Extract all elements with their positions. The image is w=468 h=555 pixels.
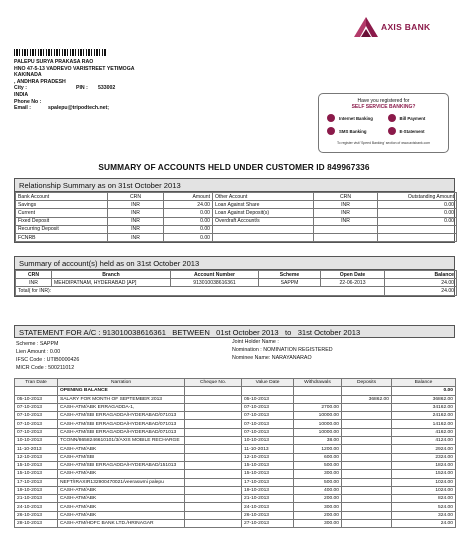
table-cell: 14162.00 [392, 420, 456, 428]
email-value: spalepu@tripodtech.net; [48, 105, 109, 112]
table-cell: 24-10-2013 [242, 503, 294, 511]
transactions-table [14, 378, 456, 528]
table-cell [342, 470, 392, 478]
table-cell: 2924.00 [392, 445, 456, 453]
address-line: PALEPU SURYA PRAKASA RAO [14, 59, 94, 65]
table-cell: 24.00 [385, 279, 457, 287]
table-cell: 26-10-2013 [15, 511, 58, 519]
column-header: Bank Account [16, 193, 108, 201]
table-cell [342, 478, 392, 486]
customer-address [14, 59, 135, 112]
table-cell: FCNRB [16, 233, 108, 241]
table-cell: INR [108, 225, 164, 233]
table-cell: CASH-ATM/SBI ERRAGADDA/HYDERABAD/151013 [58, 461, 185, 469]
table-cell: SAPPM [259, 279, 321, 287]
opening-balance-value: 0.00 [392, 387, 456, 395]
table-row [16, 217, 457, 225]
table-cell [15, 387, 58, 395]
country: INDIA [14, 91, 29, 98]
axis-bank-logo [354, 16, 454, 38]
table-cell [185, 511, 242, 519]
table-row [16, 225, 457, 233]
table-cell [185, 470, 242, 478]
table-cell: 824.00 [392, 495, 456, 503]
column-header: Deposits [342, 379, 392, 387]
column-header: Cheque No. [185, 379, 242, 387]
table-cell: Current [16, 209, 108, 217]
table-cell: TCONN/8658246610101/3/AXIS MOBILE RECHARGE [58, 437, 185, 445]
table-cell: 400.00 [294, 486, 342, 494]
table-cell [185, 495, 242, 503]
opening-balance-row [15, 387, 456, 395]
column-header: Amount [164, 193, 213, 201]
table-cell: 26-10-2013 [242, 511, 294, 519]
total-value: 24.00 [385, 287, 457, 295]
table-cell [342, 511, 392, 519]
address-line: HNO 47-5-13 VADREVO VARISTREET YETIMOGA [14, 65, 135, 72]
table-cell [342, 520, 392, 528]
total-label: Total( for INR): [16, 287, 385, 295]
table-cell [213, 225, 314, 233]
table-cell: 1024.00 [392, 486, 456, 494]
promo-line1: Have you registered for [357, 98, 410, 104]
table-cell: 10000.00 [294, 428, 342, 436]
table-cell [342, 453, 392, 461]
table-cell: 12-10-2013 [15, 453, 58, 461]
table-cell [185, 520, 242, 528]
table-cell: 27-10-2013 [242, 520, 294, 528]
transaction-row [15, 453, 456, 461]
barcode [14, 49, 106, 56]
table-cell: 0.00 [164, 233, 213, 241]
bank-name: AXIS BANK [381, 22, 431, 32]
accounts-table [15, 270, 457, 296]
table-cell: CASH-ATM/ABK [58, 486, 185, 494]
column-header: Other Account [213, 193, 314, 201]
table-cell: 15-10-2013 [242, 470, 294, 478]
column-header: CRN [16, 271, 52, 279]
promo-footer: To register visit 'Speed Banking' section of www.axisbank.com [336, 141, 431, 145]
statement-prefix: STATEMENT FOR A/C : [19, 328, 101, 337]
relationship-heading: Relationship Summary as on 31st October 2013 [15, 179, 454, 192]
table-cell: 524.00 [392, 503, 456, 511]
table-cell [185, 453, 242, 461]
table-cell [213, 233, 314, 241]
accounts-summary [14, 256, 455, 297]
table-cell: 11-10-2013 [242, 445, 294, 453]
table-cell [185, 461, 242, 469]
column-header: Balance [392, 379, 456, 387]
pin-value: 533002 [98, 85, 116, 92]
lien-amount: Lien Amount : 0.00 [16, 349, 61, 355]
table-cell: CASH-ATM/ABK [58, 470, 185, 478]
table-cell [185, 403, 242, 411]
ifsc-code: IFSC Code : UTIB0000426 [16, 357, 80, 363]
table-cell: 200.00 [294, 495, 342, 503]
table-header-row [16, 193, 457, 201]
table-cell: INR [108, 201, 164, 209]
transaction-row [15, 511, 456, 519]
table-cell: CASH-ATM/SBI [58, 453, 185, 461]
table-cell: CASH-ATM/HDFC BANK LTD./HRINAGAR [58, 520, 185, 528]
table-cell: 07-10-2013 [242, 412, 294, 420]
table-cell: NEFT/IRAXIR132900470021/veeraswmi palepu [58, 478, 185, 486]
table-cell [294, 387, 342, 395]
table-cell [342, 461, 392, 469]
promo-item-label: SMS Banking [339, 128, 367, 134]
table-cell: 21-10-2013 [15, 495, 58, 503]
transaction-row [15, 486, 456, 494]
transaction-row [15, 470, 456, 478]
table-cell: 24-10-2013 [15, 503, 58, 511]
page-title: SUMMARY OF ACCOUNTS HELD UNDER CUSTOMER ID 849967336 [98, 162, 370, 172]
relationship-summary [14, 178, 455, 243]
transaction-row [15, 445, 456, 453]
column-header: Narration [58, 379, 185, 387]
table-cell: CASH-ATM/ABK [58, 445, 185, 453]
table-cell: 24162.00 [392, 412, 456, 420]
table-cell: 21-10-2013 [242, 495, 294, 503]
transaction-row [15, 428, 456, 436]
table-cell: 07-10-2013 [242, 403, 294, 411]
table-cell: 1824.00 [392, 461, 456, 469]
column-header: Withdrawals [294, 379, 342, 387]
promo-title [319, 98, 448, 110]
table-cell: 200.00 [294, 511, 342, 519]
table-cell: 0.00 [164, 209, 213, 217]
table-cell: 324.00 [392, 511, 456, 519]
promo-item [388, 114, 449, 122]
table-cell: 0.00 [378, 201, 457, 209]
table-cell: CASH-ATM/ABK ERRAGADDA-1, [58, 403, 185, 411]
transaction-row [15, 437, 456, 445]
table-cell [378, 233, 457, 241]
statement-from: 01st October 2013 [216, 328, 279, 337]
axis-logo-icon [354, 17, 378, 37]
promo-item-label: Bill Payment [399, 115, 426, 121]
transaction-row [15, 461, 456, 469]
promo-line2: SELF SERVICE BANKING? [351, 104, 416, 110]
table-cell: 07-10-2013 [15, 412, 58, 420]
table-cell: CASH-ATM/SBI ERRAGADDA/HYDERABAD/071013 [58, 428, 185, 436]
nomination: Nomination : NOMINATION REGISTERED [232, 347, 333, 353]
table-cell: MEHDIPATNAM, HYDERABAD [AP] [52, 279, 171, 287]
transaction-row [15, 395, 456, 403]
table-cell [185, 395, 242, 403]
table-cell: 1200.00 [294, 445, 342, 453]
table-cell: SALARY FOR MONTH OF SEPTEMBER 2013 [58, 395, 185, 403]
table-cell [185, 486, 242, 494]
column-header: CRN [314, 193, 378, 201]
table-cell: INR [108, 209, 164, 217]
column-header: Open Date [321, 271, 385, 279]
table-cell: 2324.00 [392, 453, 456, 461]
table-cell: 4162.00 [392, 428, 456, 436]
table-cell: 17-10-2013 [242, 478, 294, 486]
address-line: , ANDHRA PRADESH [14, 78, 66, 85]
table-cell: 0.00 [378, 217, 457, 225]
statement-meta [14, 338, 455, 378]
column-header: Scheme [259, 271, 321, 279]
table-cell: 34162.00 [392, 403, 456, 411]
table-row [16, 209, 457, 217]
table-cell [314, 225, 378, 233]
column-header: Outstanding Amount [378, 193, 457, 201]
scheme: Scheme : SAPPM [16, 341, 59, 347]
column-header: CRN [108, 193, 164, 201]
table-cell: CASH-ATM/ABK [58, 503, 185, 511]
statement-heading [14, 325, 455, 338]
table-cell [342, 403, 392, 411]
column-header: Account Number [171, 271, 259, 279]
account-statement [14, 325, 455, 528]
transaction-row [15, 478, 456, 486]
table-cell: Loan Against Share [213, 201, 314, 209]
table-cell: 500.00 [294, 461, 342, 469]
total-row [16, 287, 457, 295]
table-cell: 300.00 [294, 520, 342, 528]
statement-account: 913010038616361 [102, 328, 166, 337]
table-cell: 300.00 [294, 503, 342, 511]
table-cell: 10-10-2013 [242, 437, 294, 445]
table-cell [185, 478, 242, 486]
accounts-heading: Summary of account(s) held as on 31st October 2013 [15, 257, 454, 270]
table-cell: 300.00 [294, 470, 342, 478]
self-service-promo [318, 93, 449, 153]
transaction-row [15, 495, 456, 503]
table-cell: 0.00 [164, 225, 213, 233]
table-cell: 500.00 [294, 478, 342, 486]
joint-holder: Joint Holder Name : [232, 339, 279, 345]
table-cell [342, 495, 392, 503]
table-cell: INR [108, 217, 164, 225]
table-cell: 1524.00 [392, 470, 456, 478]
table-cell: 19-10-2013 [242, 486, 294, 494]
promo-item-label: Internet Banking [339, 115, 373, 121]
table-cell: 07-10-2013 [242, 428, 294, 436]
micr-code: MICR Code : 500211012 [16, 365, 75, 371]
table-cell: 12-10-2013 [242, 453, 294, 461]
table-cell: 22-06-2013 [321, 279, 385, 287]
table-cell [242, 387, 294, 395]
column-header: Balance [385, 271, 457, 279]
transaction-row [15, 412, 456, 420]
table-cell: 05-10-2013 [15, 395, 58, 403]
table-cell [185, 412, 242, 420]
table-cell: 4124.00 [392, 437, 456, 445]
table-cell [185, 445, 242, 453]
phone-label: Phone No : [14, 98, 42, 105]
table-cell: 05-10-2013 [242, 395, 294, 403]
sms-banking-icon [327, 127, 335, 135]
table-cell: 07-10-2013 [15, 420, 58, 428]
table-cell [342, 437, 392, 445]
table-cell: 36862.00 [392, 395, 456, 403]
table-header-row [16, 271, 457, 279]
table-cell: Overdraft Account/s [213, 217, 314, 225]
statement-between: BETWEEN [172, 328, 210, 337]
table-cell: CASH-ATM/SBI ERRAGADDA/HYDERABAD/071013 [58, 412, 185, 420]
pin-label: PIN : [76, 85, 88, 92]
table-cell: INR [314, 217, 378, 225]
transaction-row [15, 520, 456, 528]
city-label: City : [14, 85, 27, 92]
table-cell [185, 428, 242, 436]
city-pin-row [14, 85, 135, 92]
table-cell [342, 420, 392, 428]
table-cell: 38.00 [294, 437, 342, 445]
relationship-table [15, 192, 457, 242]
column-header: Tran Date [15, 379, 58, 387]
table-cell: 600.00 [294, 453, 342, 461]
table-cell: 24.00 [164, 201, 213, 209]
table-row [16, 201, 457, 209]
table-cell: Fixed Deposit [16, 217, 108, 225]
table-cell: 19-10-2013 [15, 486, 58, 494]
promo-item [327, 127, 388, 135]
promo-items [327, 114, 448, 135]
table-header-row [15, 379, 456, 387]
table-cell: Recurring Deposit [16, 225, 108, 233]
table-cell [342, 503, 392, 511]
email-row [14, 105, 135, 112]
table-cell: 17-10-2013 [15, 478, 58, 486]
table-cell: 0.00 [378, 209, 457, 217]
column-header: Branch [52, 271, 171, 279]
table-cell: 2700.00 [294, 403, 342, 411]
table-row [16, 279, 457, 287]
table-cell [342, 445, 392, 453]
transaction-row [15, 403, 456, 411]
transaction-row [15, 503, 456, 511]
table-cell: CASH-ATM/ABK [58, 495, 185, 503]
table-cell: CASH-ATM/SBI ERRAGADDA/HYDERABAD/071013 [58, 420, 185, 428]
table-cell [342, 486, 392, 494]
nominee-name: Nominee Name: NARAYANARAO [232, 355, 312, 361]
table-cell [314, 233, 378, 241]
table-cell: 10000.00 [294, 420, 342, 428]
table-cell: 07-10-2013 [15, 403, 58, 411]
transaction-row [15, 420, 456, 428]
table-cell: INR [314, 209, 378, 217]
table-cell: 10-10-2013 [15, 437, 58, 445]
table-cell [294, 395, 342, 403]
table-cell [342, 428, 392, 436]
table-cell: 15-10-2013 [15, 461, 58, 469]
table-cell: 10000.00 [294, 412, 342, 420]
column-header: Value Date [242, 379, 294, 387]
promo-item [327, 114, 388, 122]
promo-item [388, 127, 449, 135]
table-cell: INR [16, 279, 52, 287]
table-cell: Loan Against Deposit(s) [213, 209, 314, 217]
table-cell: 1024.00 [392, 478, 456, 486]
table-cell [185, 387, 242, 395]
internet-banking-icon [327, 114, 335, 122]
table-cell: INR [314, 201, 378, 209]
opening-balance-label: OPENING BALANCE [58, 387, 185, 395]
table-cell [342, 387, 392, 395]
table-cell [185, 420, 242, 428]
table-cell: 913010038616361 [171, 279, 259, 287]
table-cell: 28-10-2013 [15, 520, 58, 528]
promo-item-label: E-Statement [399, 128, 425, 134]
city-value [48, 85, 76, 92]
email-label: Email : [14, 105, 32, 112]
table-cell: 15-10-2013 [15, 470, 58, 478]
table-cell [342, 412, 392, 420]
table-cell: 11-10-2013 [15, 445, 58, 453]
table-cell: CASH-ATM/ABK [58, 511, 185, 519]
table-cell: 07-10-2013 [242, 420, 294, 428]
address-line: KAKINADA [14, 72, 42, 79]
table-cell: Savings [16, 201, 108, 209]
bill-payment-icon [388, 114, 396, 122]
table-cell: 24.00 [392, 520, 456, 528]
table-cell: 0.00 [164, 217, 213, 225]
table-cell: 15-10-2013 [242, 461, 294, 469]
statement-to-word: to [285, 328, 292, 337]
table-cell [185, 503, 242, 511]
table-cell: 07-10-2013 [15, 428, 58, 436]
table-row [16, 233, 457, 241]
table-cell [185, 437, 242, 445]
table-cell [378, 225, 457, 233]
statement-to: 31st October 2013 [297, 328, 361, 337]
e-statement-icon [388, 127, 396, 135]
table-cell: INR [108, 233, 164, 241]
table-cell: 36862.00 [342, 395, 392, 403]
